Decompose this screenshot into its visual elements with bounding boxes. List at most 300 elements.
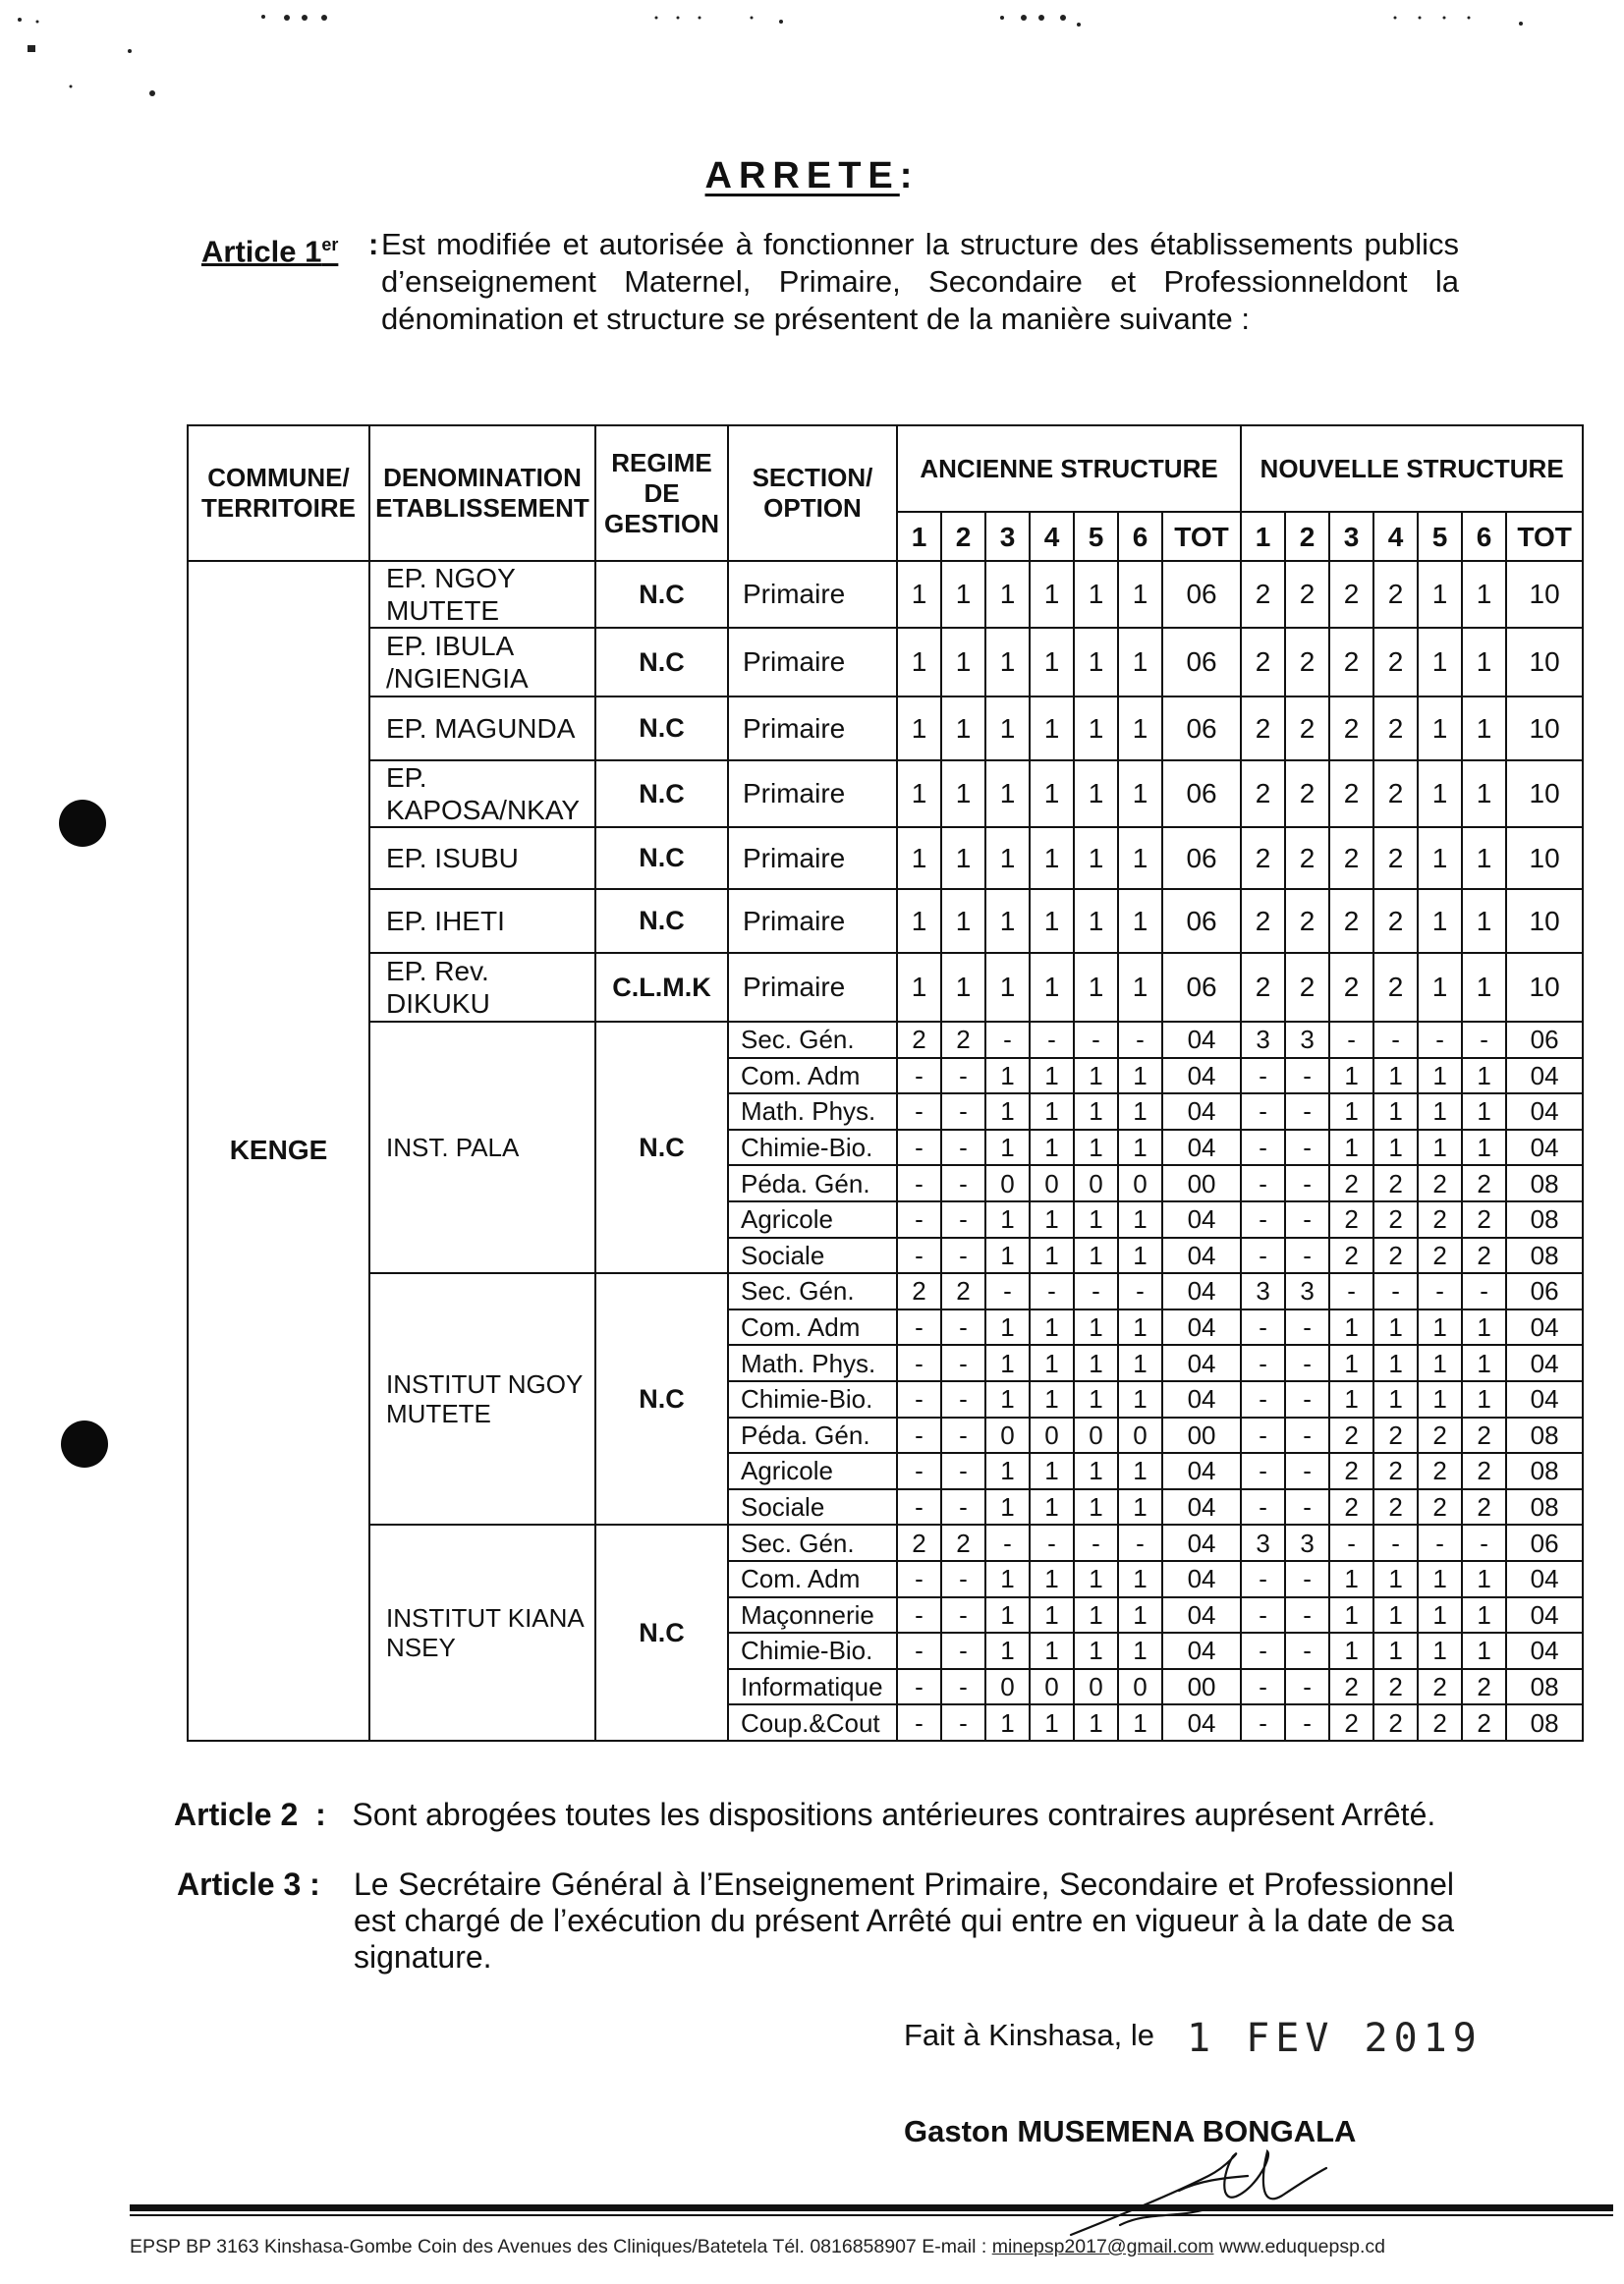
section-cell: Primaire: [728, 889, 897, 953]
regime-cell: N.C: [595, 561, 728, 628]
section-cell: Coup.&Cout: [728, 1704, 897, 1741]
signer-name: Gaston MUSEMENA BONGALA: [904, 2114, 1357, 2148]
nouv-col-1: 2: [1241, 628, 1285, 696]
nouv-col-1: -: [1241, 1597, 1285, 1634]
subheader-ancienne-7: TOT: [1162, 512, 1241, 561]
nouv-col-7: 10: [1506, 628, 1583, 696]
nouv-col-1: 3: [1241, 1273, 1285, 1309]
anc-col-1: -: [897, 1453, 941, 1489]
anc-col-6: 0: [1118, 1165, 1162, 1201]
nouv-col-4: 2: [1373, 1704, 1418, 1741]
anc-col-6: 1: [1118, 1561, 1162, 1597]
anc-col-4: 1: [1030, 1130, 1074, 1166]
regime-cell: N.C: [595, 1273, 728, 1525]
nouv-col-7: 08: [1506, 1238, 1583, 1274]
nouv-col-6: 2: [1462, 1453, 1506, 1489]
nouv-col-5: 2: [1418, 1165, 1462, 1201]
nouv-col-5: -: [1418, 1022, 1462, 1058]
anc-col-5: 0: [1074, 1669, 1118, 1705]
nouv-col-4: -: [1373, 1273, 1418, 1309]
table-body: [188, 561, 1583, 1741]
anc-col-4: 1: [1030, 561, 1074, 628]
nouv-col-6: 2: [1462, 1704, 1506, 1741]
anc-col-4: 0: [1030, 1669, 1074, 1705]
nouv-col-7: 04: [1506, 1093, 1583, 1130]
nouv-col-6: 2: [1462, 1238, 1506, 1274]
nouv-col-4: 2: [1373, 1201, 1418, 1238]
etablissement-cell: EP. ISUBU: [369, 827, 595, 889]
anc-col-6: -: [1118, 1022, 1162, 1058]
nouv-col-1: 2: [1241, 827, 1285, 889]
footer: [130, 2236, 1623, 2258]
anc-col-1: -: [897, 1381, 941, 1418]
anc-col-5: 1: [1074, 1345, 1118, 1381]
nouv-col-7: 04: [1506, 1058, 1583, 1094]
anc-col-3: -: [985, 1273, 1030, 1309]
article-2-label: Article 2: [174, 1797, 299, 1832]
nouv-col-4: 1: [1373, 1381, 1418, 1418]
regime-cell: N.C: [595, 760, 728, 827]
anc-col-6: 1: [1118, 889, 1162, 953]
nouv-col-4: -: [1373, 1525, 1418, 1561]
subheader-ancienne-1: 1: [897, 512, 941, 561]
anc-col-5: 1: [1074, 1633, 1118, 1669]
nouv-col-6: 1: [1462, 953, 1506, 1022]
anc-col-7: 00: [1162, 1418, 1241, 1454]
footer-site: www.eduquepsp.cd: [1213, 2236, 1385, 2257]
anc-col-3: 1: [985, 1130, 1030, 1166]
table-row: [188, 889, 1583, 953]
anc-col-6: -: [1118, 1525, 1162, 1561]
nouv-col-5: 2: [1418, 1238, 1462, 1274]
anc-col-4: 1: [1030, 827, 1074, 889]
anc-col-2: -: [941, 1058, 985, 1094]
anc-col-1: -: [897, 1489, 941, 1526]
nouv-col-6: 1: [1462, 889, 1506, 953]
table-row: [188, 1022, 1583, 1058]
structure-table: [187, 424, 1584, 1742]
anc-col-7: 04: [1162, 1704, 1241, 1741]
nouv-col-5: 2: [1418, 1453, 1462, 1489]
anc-col-6: -: [1118, 1273, 1162, 1309]
nouv-col-1: 2: [1241, 696, 1285, 760]
nouv-col-2: -: [1285, 1381, 1329, 1418]
anc-col-1: 1: [897, 628, 941, 696]
anc-col-4: 1: [1030, 1309, 1074, 1346]
anc-col-5: 0: [1074, 1165, 1118, 1201]
subheader-nouvelle-1: 1: [1241, 512, 1285, 561]
anc-col-2: -: [941, 1489, 985, 1526]
nouv-col-2: -: [1285, 1201, 1329, 1238]
footer-rule-thick: [130, 2204, 1613, 2211]
nouv-col-4: 1: [1373, 1309, 1418, 1346]
anc-col-6: 0: [1118, 1669, 1162, 1705]
nouv-col-4: 2: [1373, 1238, 1418, 1274]
anc-col-6: 1: [1118, 561, 1162, 628]
anc-col-4: 1: [1030, 1238, 1074, 1274]
anc-col-5: 0: [1074, 1418, 1118, 1454]
table-row: [188, 1273, 1583, 1309]
anc-col-1: -: [897, 1561, 941, 1597]
nouv-col-7: 10: [1506, 696, 1583, 760]
header-ancienne-structure: ANCIENNE STRUCTURE: [897, 425, 1241, 512]
anc-col-7: 06: [1162, 953, 1241, 1022]
anc-col-2: -: [941, 1130, 985, 1166]
anc-col-6: 1: [1118, 953, 1162, 1022]
anc-col-4: 1: [1030, 1453, 1074, 1489]
nouv-col-7: 08: [1506, 1704, 1583, 1741]
footer-text: EPSP BP 3163 Kinshasa-Gombe Coin des Avenues des Cliniques/Batetela Tél. 0816858907 E-mail :: [130, 2236, 992, 2257]
header-commune: COMMUNE/ TERRITOIRE: [188, 425, 369, 561]
anc-col-7: 04: [1162, 1453, 1241, 1489]
article-1: [201, 226, 1459, 338]
subheader-nouvelle-7: TOT: [1506, 512, 1583, 561]
nouv-col-2: 2: [1285, 953, 1329, 1022]
anc-col-3: 1: [985, 760, 1030, 827]
anc-col-5: 1: [1074, 1093, 1118, 1130]
regime-cell: N.C: [595, 889, 728, 953]
anc-col-6: 1: [1118, 1381, 1162, 1418]
nouv-col-6: 1: [1462, 827, 1506, 889]
anc-col-2: 1: [941, 696, 985, 760]
nouv-col-3: 1: [1329, 1093, 1373, 1130]
article-1-colon: :: [368, 227, 379, 261]
nouv-col-5: 1: [1418, 696, 1462, 760]
nouv-col-5: 1: [1418, 1058, 1462, 1094]
nouv-col-4: 2: [1373, 1453, 1418, 1489]
anc-col-3: 1: [985, 889, 1030, 953]
nouv-col-5: 1: [1418, 1561, 1462, 1597]
anc-col-4: 1: [1030, 1093, 1074, 1130]
anc-col-2: -: [941, 1561, 985, 1597]
nouv-col-1: -: [1241, 1489, 1285, 1526]
nouv-col-4: 2: [1373, 696, 1418, 760]
section-cell: Primaire: [728, 827, 897, 889]
anc-col-6: 1: [1118, 1489, 1162, 1526]
nouv-col-7: 10: [1506, 760, 1583, 827]
anc-col-5: 1: [1074, 1309, 1118, 1346]
nouv-col-5: 1: [1418, 1093, 1462, 1130]
nouv-col-4: 2: [1373, 1418, 1418, 1454]
nouv-col-7: 04: [1506, 1381, 1583, 1418]
anc-col-6: 1: [1118, 628, 1162, 696]
nouv-col-5: 2: [1418, 1669, 1462, 1705]
anc-col-3: 1: [985, 1453, 1030, 1489]
nouv-col-6: 1: [1462, 1309, 1506, 1346]
section-cell: Com. Adm: [728, 1561, 897, 1597]
anc-col-7: 04: [1162, 1309, 1241, 1346]
nouv-col-3: -: [1329, 1022, 1373, 1058]
anc-col-3: 1: [985, 1093, 1030, 1130]
nouv-col-6: 1: [1462, 1093, 1506, 1130]
anc-col-7: 06: [1162, 696, 1241, 760]
nouv-col-7: 08: [1506, 1453, 1583, 1489]
nouv-col-5: 1: [1418, 561, 1462, 628]
anc-col-6: 1: [1118, 1704, 1162, 1741]
title-text: ARRETE: [704, 155, 900, 196]
nouv-col-5: 1: [1418, 1597, 1462, 1634]
article-1-label-text: Article 1: [201, 234, 322, 269]
nouv-col-7: 10: [1506, 889, 1583, 953]
anc-col-7: 04: [1162, 1022, 1241, 1058]
nouv-col-7: 04: [1506, 1309, 1583, 1346]
section-cell: Péda. Gén.: [728, 1165, 897, 1201]
etablissement-cell: EP. Rev. DIKUKU: [369, 953, 595, 1022]
nouv-col-2: -: [1285, 1345, 1329, 1381]
nouv-col-7: 04: [1506, 1130, 1583, 1166]
anc-col-3: 0: [985, 1418, 1030, 1454]
anc-col-2: -: [941, 1453, 985, 1489]
subheader-ancienne-2: 2: [941, 512, 985, 561]
footer-rule-thin: [130, 2214, 1613, 2216]
nouv-col-7: 04: [1506, 1597, 1583, 1634]
anc-col-6: 1: [1118, 1238, 1162, 1274]
nouv-col-3: 1: [1329, 1381, 1373, 1418]
anc-col-5: 1: [1074, 1238, 1118, 1274]
anc-col-3: -: [985, 1525, 1030, 1561]
article-1-label: [201, 226, 338, 270]
article-1-sup: er: [321, 235, 339, 254]
anc-col-2: 2: [941, 1022, 985, 1058]
nouv-col-2: -: [1285, 1669, 1329, 1705]
section-cell: Primaire: [728, 628, 897, 696]
anc-col-5: 1: [1074, 1130, 1118, 1166]
nouv-col-1: 3: [1241, 1525, 1285, 1561]
nouv-col-2: -: [1285, 1597, 1329, 1634]
anc-col-3: 0: [985, 1669, 1030, 1705]
anc-col-5: 1: [1074, 1453, 1118, 1489]
anc-col-2: 1: [941, 889, 985, 953]
table-row: [188, 696, 1583, 760]
anc-col-3: -: [985, 1022, 1030, 1058]
nouv-col-6: 1: [1462, 1058, 1506, 1094]
nouv-col-3: 2: [1329, 561, 1373, 628]
anc-col-3: 1: [985, 1597, 1030, 1634]
punch-hole-bottom: [61, 1421, 108, 1468]
nouv-col-2: 3: [1285, 1525, 1329, 1561]
anc-col-2: 1: [941, 760, 985, 827]
nouv-col-2: 2: [1285, 561, 1329, 628]
anc-col-1: -: [897, 1309, 941, 1346]
nouv-col-1: -: [1241, 1058, 1285, 1094]
nouv-col-3: 2: [1329, 1669, 1373, 1705]
nouv-col-3: 2: [1329, 953, 1373, 1022]
anc-col-7: 04: [1162, 1130, 1241, 1166]
article-3-label: Article 3 :: [177, 1866, 320, 1902]
etablissement-cell: EP. IHETI: [369, 889, 595, 953]
nouv-col-6: 1: [1462, 1130, 1506, 1166]
anc-col-2: -: [941, 1238, 985, 1274]
article-3-text: Le Secrétaire Général à l’Enseignement Primaire, Secondaire et Professionnel est chargé de l’exécution du présent Arrêté qui entre en vigueur à la date de sa signature.: [354, 1866, 1454, 1975]
anc-col-1: 2: [897, 1022, 941, 1058]
anc-col-7: 06: [1162, 827, 1241, 889]
table-row: [188, 628, 1583, 696]
nouv-col-5: 2: [1418, 1418, 1462, 1454]
anc-col-4: 1: [1030, 1345, 1074, 1381]
regime-cell: N.C: [595, 628, 728, 696]
anc-col-1: -: [897, 1093, 941, 1130]
anc-col-4: 1: [1030, 1704, 1074, 1741]
nouv-col-1: -: [1241, 1093, 1285, 1130]
nouv-col-4: 2: [1373, 1669, 1418, 1705]
nouv-col-4: 2: [1373, 760, 1418, 827]
nouv-col-2: -: [1285, 1165, 1329, 1201]
nouv-col-3: 2: [1329, 1165, 1373, 1201]
nouv-col-5: 1: [1418, 628, 1462, 696]
anc-col-1: -: [897, 1165, 941, 1201]
header-nouvelle-structure: NOUVELLE STRUCTURE: [1241, 425, 1583, 512]
anc-col-7: 04: [1162, 1201, 1241, 1238]
nouv-col-2: 2: [1285, 889, 1329, 953]
anc-col-1: -: [897, 1418, 941, 1454]
anc-col-2: -: [941, 1669, 985, 1705]
anc-col-5: 1: [1074, 1201, 1118, 1238]
scan-specks: [0, 0, 1624, 138]
anc-col-3: 1: [985, 1381, 1030, 1418]
nouv-col-3: 2: [1329, 1489, 1373, 1526]
nouv-col-4: 1: [1373, 1130, 1418, 1166]
nouv-col-3: 1: [1329, 1633, 1373, 1669]
anc-col-2: 1: [941, 827, 985, 889]
anc-col-4: -: [1030, 1525, 1074, 1561]
anc-col-1: 2: [897, 1273, 941, 1309]
nouv-col-6: -: [1462, 1273, 1506, 1309]
section-cell: Agricole: [728, 1453, 897, 1489]
anc-col-3: 1: [985, 1201, 1030, 1238]
anc-col-4: 0: [1030, 1165, 1074, 1201]
subheader-ancienne-6: 6: [1118, 512, 1162, 561]
anc-col-1: 1: [897, 889, 941, 953]
nouv-col-6: 1: [1462, 1561, 1506, 1597]
nouv-col-6: 1: [1462, 1345, 1506, 1381]
nouv-col-4: 2: [1373, 827, 1418, 889]
anc-col-7: 04: [1162, 1381, 1241, 1418]
etablissement-cell: INSTITUT NGOY MUTETE: [369, 1273, 595, 1525]
nouv-col-7: 08: [1506, 1418, 1583, 1454]
nouv-col-7: 06: [1506, 1525, 1583, 1561]
table-row: [188, 760, 1583, 827]
nouv-col-3: 2: [1329, 1201, 1373, 1238]
anc-col-7: 06: [1162, 760, 1241, 827]
anc-col-4: 1: [1030, 1058, 1074, 1094]
subheader-nouvelle-4: 4: [1373, 512, 1418, 561]
nouv-col-6: -: [1462, 1022, 1506, 1058]
section-cell: Com. Adm: [728, 1309, 897, 1346]
nouv-col-3: 2: [1329, 628, 1373, 696]
nouv-col-3: 1: [1329, 1058, 1373, 1094]
nouv-col-4: 2: [1373, 1165, 1418, 1201]
anc-col-2: -: [941, 1345, 985, 1381]
nouv-col-5: 2: [1418, 1201, 1462, 1238]
section-cell: Math. Phys.: [728, 1345, 897, 1381]
nouv-col-1: -: [1241, 1669, 1285, 1705]
nouv-col-3: 2: [1329, 696, 1373, 760]
nouv-col-1: -: [1241, 1381, 1285, 1418]
anc-col-3: 1: [985, 1238, 1030, 1274]
anc-col-1: 1: [897, 760, 941, 827]
nouv-col-2: -: [1285, 1418, 1329, 1454]
anc-col-7: 04: [1162, 1597, 1241, 1634]
anc-col-3: 1: [985, 953, 1030, 1022]
anc-col-3: 1: [985, 696, 1030, 760]
section-cell: Primaire: [728, 953, 897, 1022]
nouv-col-2: 3: [1285, 1273, 1329, 1309]
section-cell: Sociale: [728, 1238, 897, 1274]
anc-col-5: 1: [1074, 1381, 1118, 1418]
anc-col-2: 2: [941, 1525, 985, 1561]
regime-cell: C.L.M.K: [595, 953, 728, 1022]
anc-col-6: 1: [1118, 827, 1162, 889]
nouv-col-2: 2: [1285, 760, 1329, 827]
nouv-col-1: -: [1241, 1130, 1285, 1166]
nouv-col-4: -: [1373, 1022, 1418, 1058]
anc-col-3: 1: [985, 1345, 1030, 1381]
section-cell: Sociale: [728, 1489, 897, 1526]
anc-col-1: 1: [897, 561, 941, 628]
nouv-col-7: 06: [1506, 1273, 1583, 1309]
nouv-col-1: -: [1241, 1704, 1285, 1741]
nouv-col-7: 10: [1506, 561, 1583, 628]
anc-col-1: -: [897, 1238, 941, 1274]
article-3: [177, 1866, 1454, 1976]
section-cell: Primaire: [728, 760, 897, 827]
anc-col-6: 1: [1118, 696, 1162, 760]
nouv-col-1: -: [1241, 1165, 1285, 1201]
anc-col-7: 00: [1162, 1669, 1241, 1705]
anc-col-2: -: [941, 1633, 985, 1669]
section-cell: Chimie-Bio.: [728, 1381, 897, 1418]
nouv-col-1: -: [1241, 1238, 1285, 1274]
document-title: [0, 155, 1624, 197]
nouv-col-2: -: [1285, 1309, 1329, 1346]
nouv-col-2: -: [1285, 1238, 1329, 1274]
anc-col-4: -: [1030, 1273, 1074, 1309]
section-cell: Math. Phys.: [728, 1093, 897, 1130]
anc-col-1: -: [897, 1201, 941, 1238]
nouv-col-3: 2: [1329, 1704, 1373, 1741]
nouv-col-6: 1: [1462, 561, 1506, 628]
nouv-col-3: 1: [1329, 1597, 1373, 1634]
anc-col-5: 1: [1074, 1561, 1118, 1597]
nouv-col-2: -: [1285, 1130, 1329, 1166]
nouv-col-6: 2: [1462, 1669, 1506, 1705]
anc-col-1: 1: [897, 827, 941, 889]
section-cell: Com. Adm: [728, 1058, 897, 1094]
anc-col-2: 2: [941, 1273, 985, 1309]
header-etablissement: DENOMINATION ETABLISSEMENT: [369, 425, 595, 561]
anc-col-4: 1: [1030, 889, 1074, 953]
nouv-col-3: 2: [1329, 827, 1373, 889]
nouv-col-5: 1: [1418, 1633, 1462, 1669]
nouv-col-2: -: [1285, 1489, 1329, 1526]
anc-col-3: 1: [985, 1561, 1030, 1597]
place-line: Fait à Kinshasa, le: [904, 2018, 1155, 2052]
anc-col-5: -: [1074, 1273, 1118, 1309]
anc-col-6: 1: [1118, 1130, 1162, 1166]
nouv-col-6: 1: [1462, 1597, 1506, 1634]
nouv-col-4: 2: [1373, 628, 1418, 696]
nouv-col-2: 2: [1285, 628, 1329, 696]
nouv-col-5: 1: [1418, 1345, 1462, 1381]
nouv-col-7: 04: [1506, 1345, 1583, 1381]
nouv-col-2: 2: [1285, 696, 1329, 760]
nouv-col-5: 1: [1418, 953, 1462, 1022]
header-regime: REGIME DE GESTION: [595, 425, 728, 561]
anc-col-6: 1: [1118, 1453, 1162, 1489]
anc-col-3: 1: [985, 1489, 1030, 1526]
nouv-col-1: -: [1241, 1453, 1285, 1489]
nouv-col-3: 2: [1329, 889, 1373, 953]
